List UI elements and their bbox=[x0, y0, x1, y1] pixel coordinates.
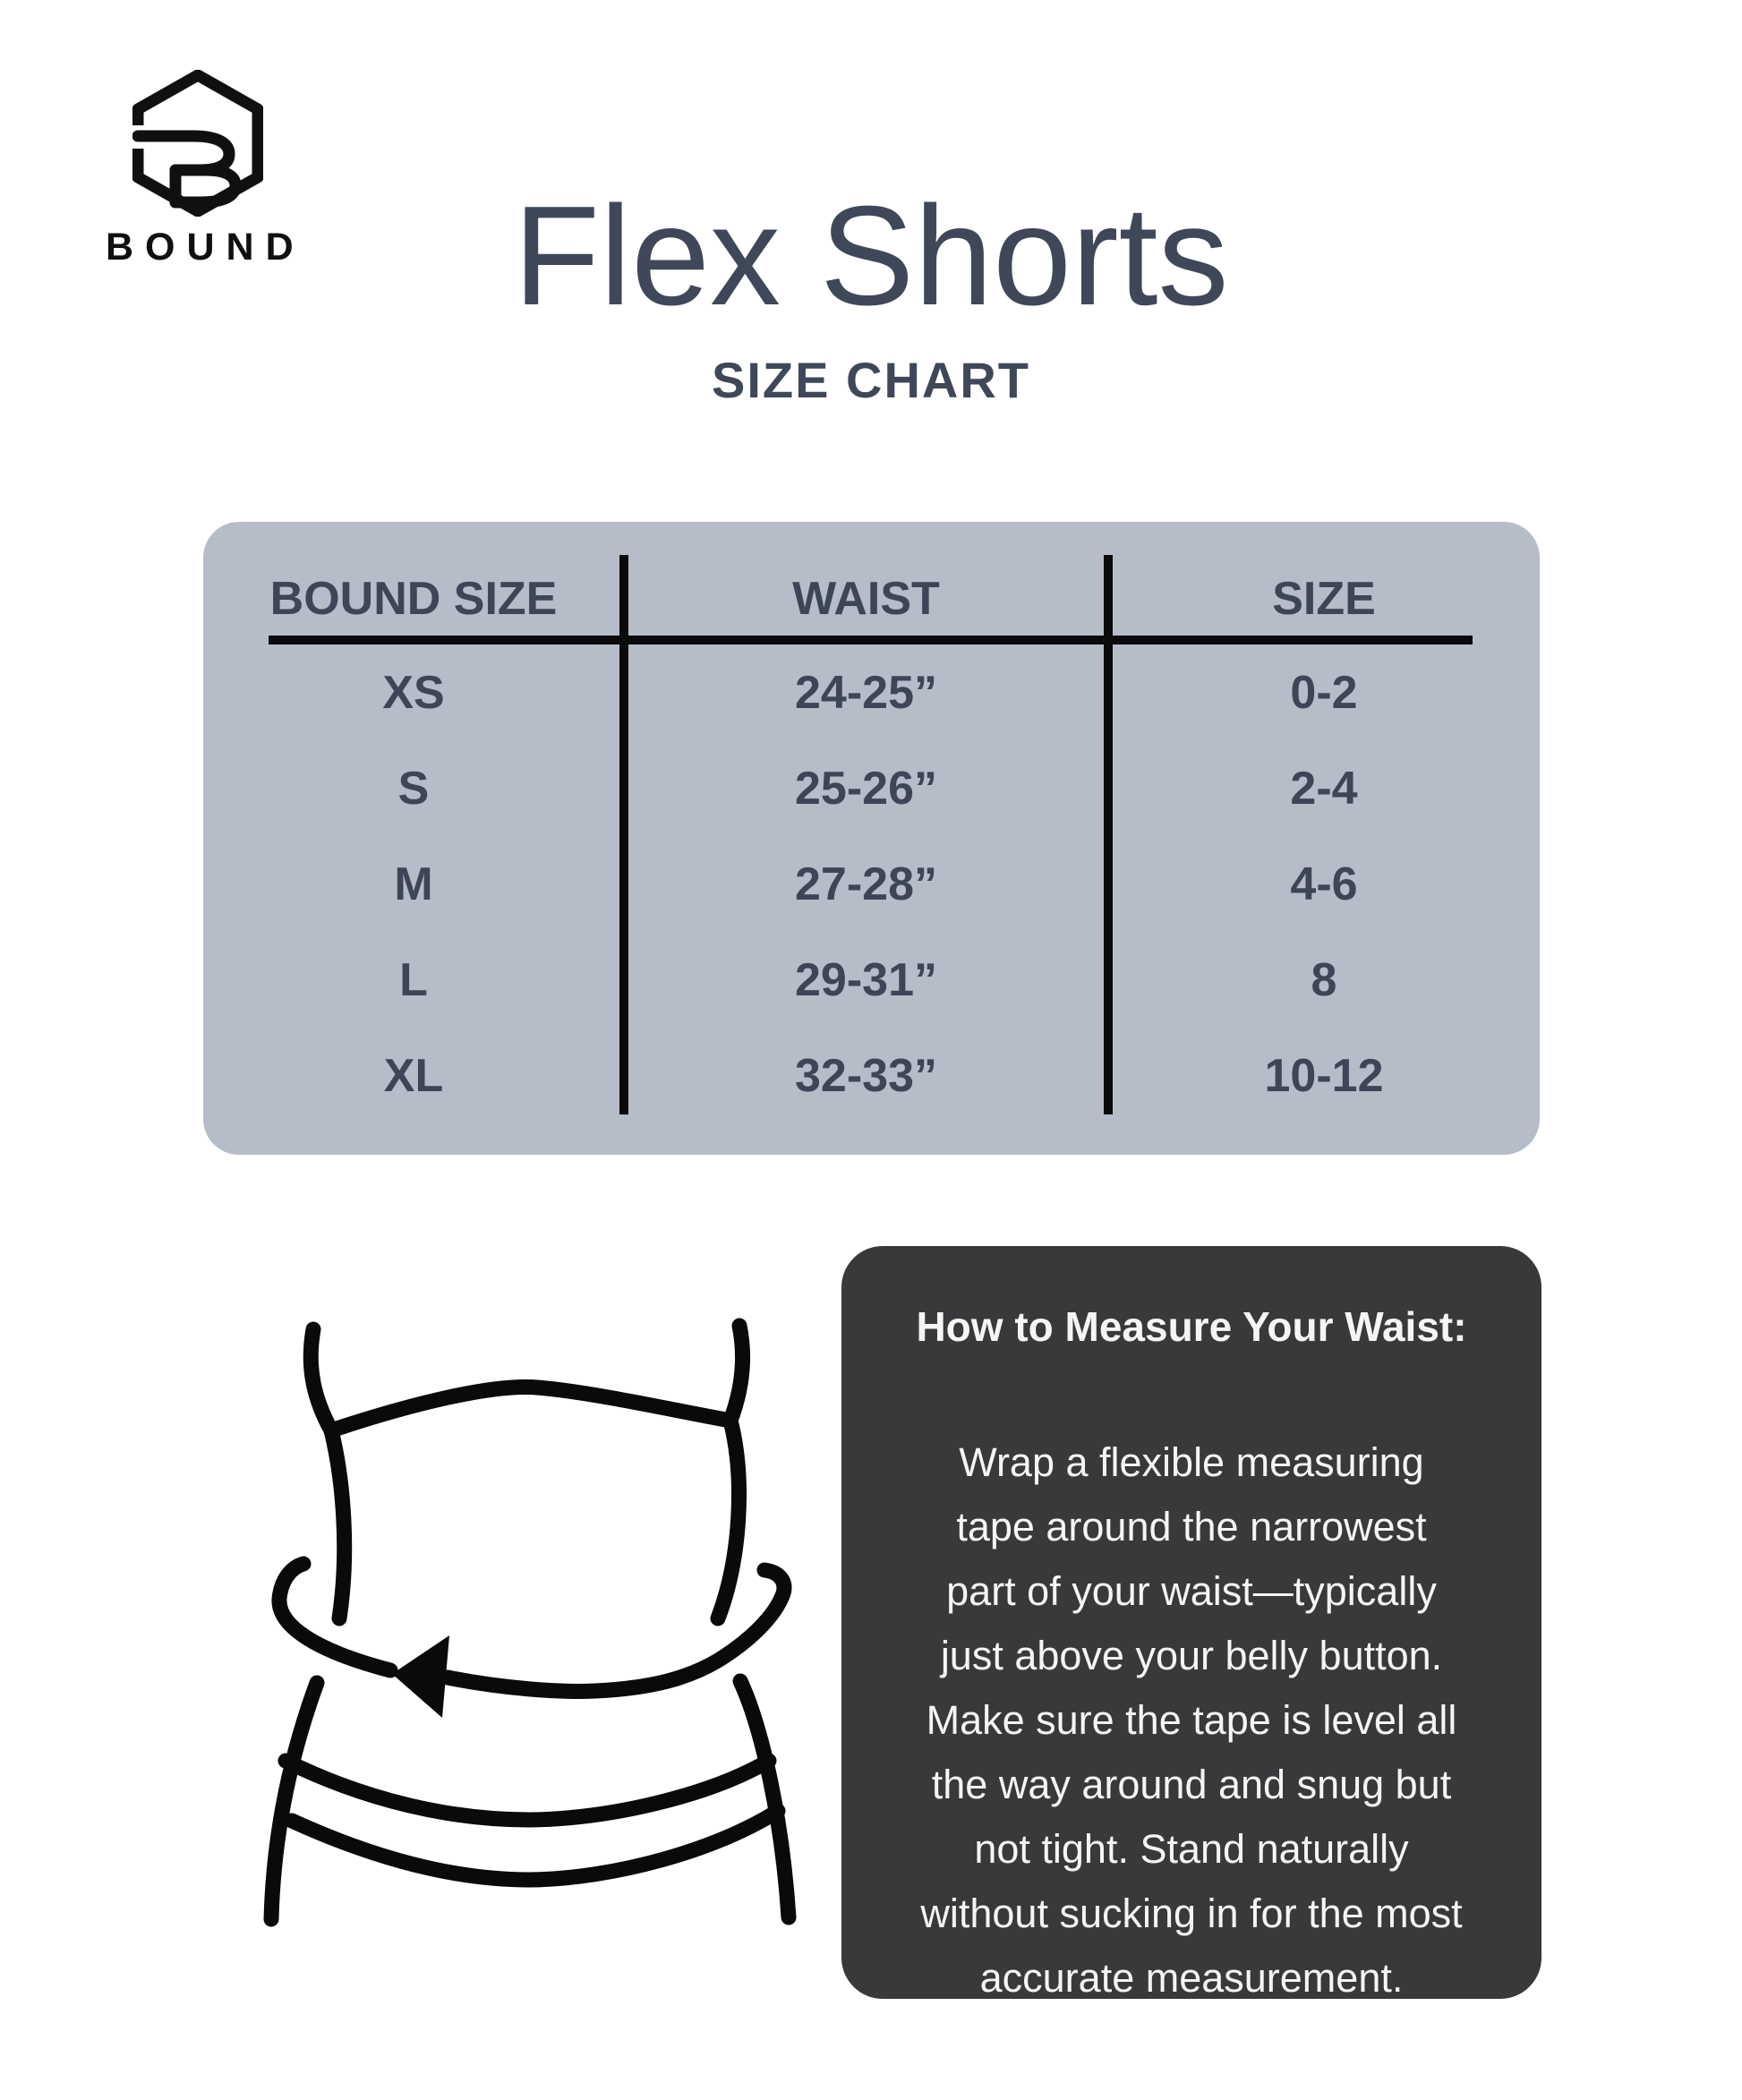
measure-body-line: the way around and snug but bbox=[931, 1762, 1452, 1807]
table-row bbox=[203, 666, 1540, 720]
measure-body-line: part of your waist—typically bbox=[946, 1568, 1437, 1614]
measure-panel-heading: How to Measure Your Waist: bbox=[916, 1303, 1467, 1350]
measure-body-line: Make sure the tape is level all bbox=[926, 1697, 1457, 1743]
measure-body-line: not tight. Stand naturally bbox=[974, 1826, 1409, 1872]
table-row bbox=[203, 1049, 1540, 1103]
bound-size-value: XS bbox=[382, 666, 445, 719]
size-value: 4-6 bbox=[1290, 858, 1358, 910]
waist-value: 29-31” bbox=[795, 953, 937, 1006]
header-divider-line bbox=[269, 636, 1473, 645]
size-value: 8 bbox=[1311, 953, 1337, 1006]
measure-panel-body bbox=[841, 1430, 1541, 2010]
measure-body-line: tape around the narrowest bbox=[956, 1504, 1427, 1549]
measure-body-line: without sucking in for the most bbox=[920, 1891, 1463, 1936]
size-value: 0-2 bbox=[1290, 666, 1358, 719]
how-to-measure-panel bbox=[841, 1246, 1541, 1999]
measure-body-line: accurate measurement. bbox=[979, 1955, 1404, 2001]
waist-value: 32-33” bbox=[795, 1049, 937, 1102]
column-header-bound-size: BOUND SIZE bbox=[269, 573, 558, 625]
waist-value: 24-25” bbox=[795, 666, 937, 719]
waist-measuring-tape-illustration-icon bbox=[260, 1316, 833, 2001]
brand-name: BOUND bbox=[106, 226, 305, 269]
waist-value: 27-28” bbox=[795, 858, 937, 910]
table-row bbox=[203, 762, 1540, 815]
bound-size-value: M bbox=[394, 858, 433, 910]
size-value: 2-4 bbox=[1290, 762, 1358, 815]
measure-body-line: Wrap a flexible measuring bbox=[959, 1439, 1424, 1485]
bound-size-value: S bbox=[397, 762, 430, 815]
table-header-row bbox=[203, 572, 1540, 626]
bound-size-value: L bbox=[399, 953, 428, 1006]
page-title: Flex Shorts bbox=[513, 177, 1229, 335]
size-chart-table bbox=[203, 522, 1540, 1155]
table-row bbox=[203, 858, 1540, 911]
waist-value: 25-26” bbox=[795, 762, 937, 815]
size-value: 10-12 bbox=[1264, 1049, 1384, 1102]
table-row bbox=[203, 953, 1540, 1007]
bound-size-value: XL bbox=[383, 1049, 444, 1102]
column-header-size: SIZE bbox=[1272, 573, 1376, 625]
table-body bbox=[203, 645, 1540, 1123]
column-header-waist: WAIST bbox=[792, 573, 940, 625]
measure-body-line: just above your belly button. bbox=[940, 1633, 1443, 1678]
page-subtitle: SIZE CHART bbox=[712, 352, 1030, 408]
